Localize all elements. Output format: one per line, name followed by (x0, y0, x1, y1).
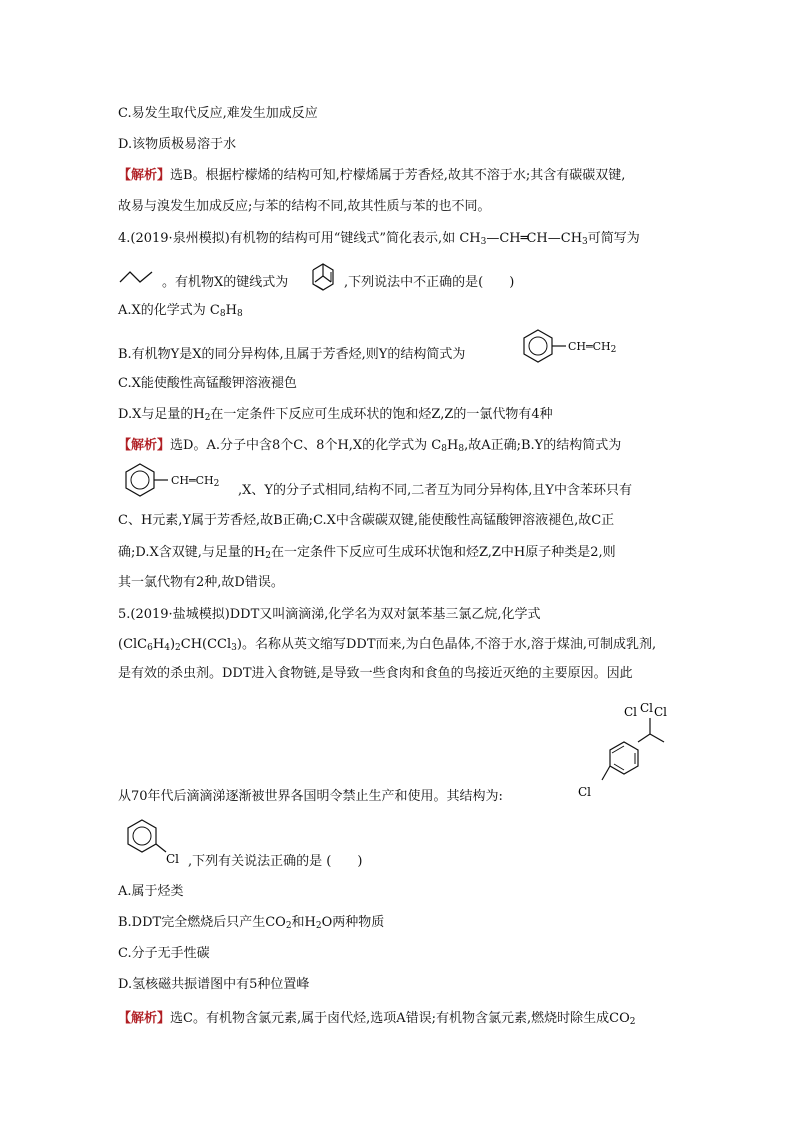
q4-option-a: A.X的化学式为 $C_8H_8$ (118, 303, 243, 319)
q4-analysis-line3: C、H元素,Y属于芳香烃,故B正确;C.X中含碳碳双键,能使酸性高锰酸钾溶液褪色,故C正 (118, 513, 615, 528)
q3-analysis-line2: 故易与溴发生加成反应;与苯的结构不同,故其性质与苯的也不同。 (118, 199, 491, 214)
q4-option-d: D.X与足量的$H_2$在一定条件下反应可生成环状的饱和烃Z,Z的一氯代物有4种 (118, 407, 553, 423)
cl-label-4: Cl (578, 785, 592, 799)
cl-label-1: Cl (624, 705, 638, 719)
bicyclo-octatriene-x-structure (305, 260, 343, 296)
ddt-skeletal-structure (574, 700, 684, 810)
zigzag-bond-line-structure (118, 268, 158, 288)
analysis-label: 【解析】 (118, 168, 171, 183)
cl-label-5: Cl (166, 852, 180, 866)
q4-analysis-line2: ,X、Y的分子式相同,结构不同,二者互为同分异构体,且Y中含苯环只有 (238, 483, 632, 498)
q4-option-c: C.X能使酸性高锰酸钾溶液褪色 (118, 376, 297, 391)
q3-analysis-line1: 【解析】选B。根据柠檬烯的结构可知,柠檬烯属于芳香烃,故其不溶于水;其含有碳碳双键, (118, 168, 626, 183)
styrene-vinyl-label-analysis: $CH═CH_2$ (171, 474, 220, 489)
q4-stem-line2: 。有机物X的键线式为 (162, 275, 289, 290)
q5-analysis-line1: 【解析】选C。有机物含氯元素,属于卤代烃,选项A错误;有机物含氯元素,燃烧时除生成$CO_2$ (118, 1011, 636, 1027)
q5-stem-line3: 是有效的杀虫剂。DDT进入食物链,是导致一些食肉和食鱼的鸟接近灭绝的主要原因。因此 (118, 666, 633, 681)
q5-option-d: D.氢核磁共振谱图中有5种位置峰 (118, 977, 310, 992)
cl-label-3: Cl (654, 705, 668, 719)
q5-option-a: A.属于烃类 (118, 884, 184, 899)
q5-stem-line2: $(ClC_6H_4)_2CH(CCl_3)$。名称从英文缩写DDT而来,为白色晶体,不溶于水,溶于煤油,可制成乳剂, (118, 637, 657, 653)
q5-stem-line1: 5.(2019·盐城模拟)DDT又叫滴滴涕,化学名为双对氯苯基三氯乙烷,化学式 (118, 607, 541, 622)
option-c-prev: C.易发生取代反应,难发生加成反应 (118, 106, 318, 121)
styrene-vinyl-label-b: $CH═CH_2$ (568, 340, 617, 355)
option-d-prev: D.该物质极易溶于水 (118, 137, 237, 152)
q5-stem-line4: 从70年代后滴滴涕逐渐被世界各国明令禁止生产和使用。其结构为: (118, 789, 503, 804)
q4-option-b: B.有机物Y是X的同分异构体,且属于芳香烃,则Y的结构简式为 (118, 347, 466, 362)
q5-option-b: B.DDT完全燃烧后只产生$CO_2$和$H_2O$两种物质 (118, 915, 385, 931)
q4-stem-line2-end: ,下列说法中不正确的是( ) (344, 275, 515, 290)
q4-stem-line1: 4.(2019·泉州模拟)有机物的结构可用“键线式”简化表示,如 $CH_3—CH═CH—CH_3$可简写为 (118, 231, 640, 247)
q4-analysis-line4: 确;D.X含双键,与足量的$H_2$在一定条件下反应可生成环状饱和烃Z,Z中H原子种类是2,则 (118, 545, 616, 561)
q5-option-c: C.分子无手性碳 (118, 946, 210, 961)
q5-stem-line5: ,下列有关说法正确的是 ( ) (188, 854, 363, 869)
chlorobenzene-structure (124, 818, 184, 868)
cl-label-2: Cl (640, 701, 654, 715)
q4-analysis-line5: 其一氯代物有2种,故D错误。 (118, 575, 284, 590)
q4-analysis-line1: 【解析】选D。A.分子中含8个C、8个H,X的化学式为 $C_8H_8$,故A正确;B.Y的结构简式为 (118, 438, 622, 454)
